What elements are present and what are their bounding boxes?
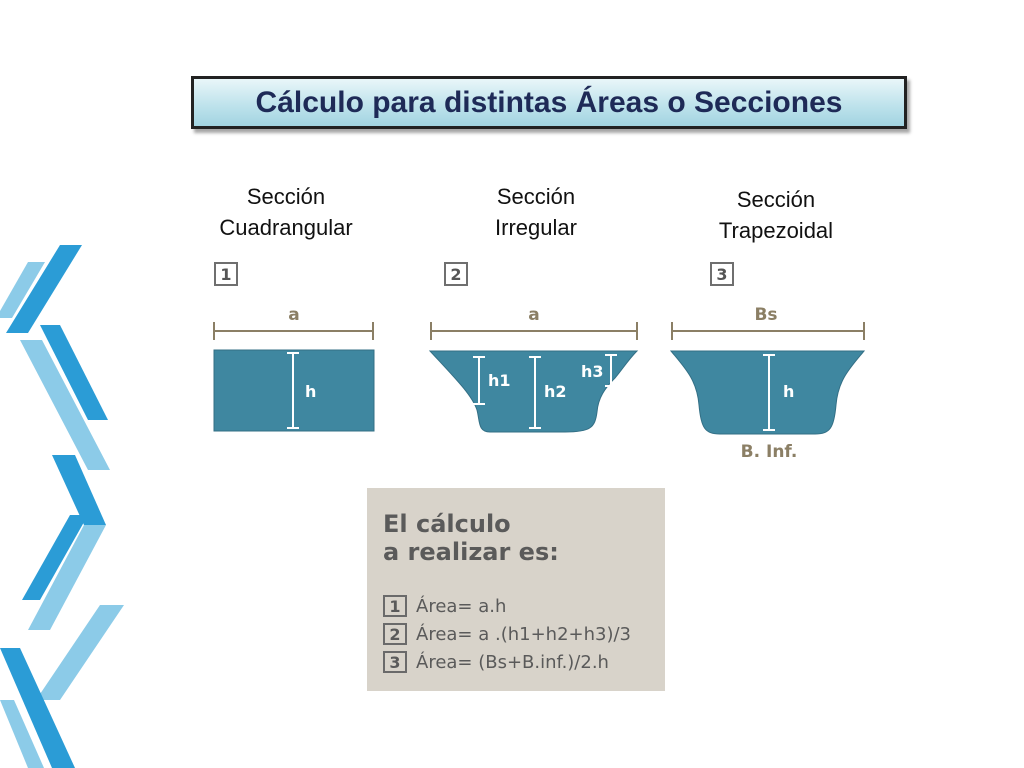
section-number-3: 3 [710, 262, 734, 286]
section-label-line1: Sección [246, 184, 326, 209]
diagram-cuadrangular [214, 322, 374, 431]
calculation-panel [367, 488, 665, 691]
calculation-title-line2: a realizar es: [383, 538, 559, 566]
section-number-1: 1 [214, 262, 238, 286]
calculation-title-line1: El cálculo [383, 510, 511, 538]
bottom-base-label: B. Inf. [740, 442, 798, 462]
width-label-2: a [528, 305, 540, 325]
water-area [671, 351, 864, 434]
diagram-trapezoidal [671, 322, 864, 434]
formula-number: 2 [383, 623, 407, 645]
section-label-line2: Cuadrangular [219, 215, 353, 240]
section-label-line1: Sección [736, 187, 816, 212]
calculation-title [383, 510, 559, 566]
height-label-h3: h3 [581, 362, 604, 381]
height-label-h1: h1 [488, 371, 511, 390]
width-label-3: Bs [754, 305, 778, 325]
water-area [430, 351, 637, 432]
formula-number: 1 [383, 595, 407, 617]
height-label-h: h [783, 382, 795, 401]
height-label-h: h [305, 382, 317, 401]
section-number-2: 2 [444, 262, 468, 286]
formula-row [383, 650, 609, 674]
width-label-1: a [288, 305, 300, 325]
formula-text: Área= (Bs+B.inf.)/2.h [416, 651, 609, 673]
height-label-h2: h2 [544, 382, 567, 401]
diagram-irregular [430, 322, 637, 432]
page-title: Cálculo para distintas Áreas o Secciones [255, 85, 843, 119]
section-label-line2: Trapezoidal [718, 218, 834, 243]
formula-text: Área= a .(h1+h2+h3)/3 [416, 623, 632, 645]
formula-text: Área= a.h [416, 595, 507, 617]
formula-row [383, 594, 506, 618]
formula-number: 3 [383, 651, 407, 673]
formula-row [383, 622, 631, 646]
section-label-line1: Sección [496, 184, 576, 209]
section-label-line2: Irregular [495, 215, 577, 240]
